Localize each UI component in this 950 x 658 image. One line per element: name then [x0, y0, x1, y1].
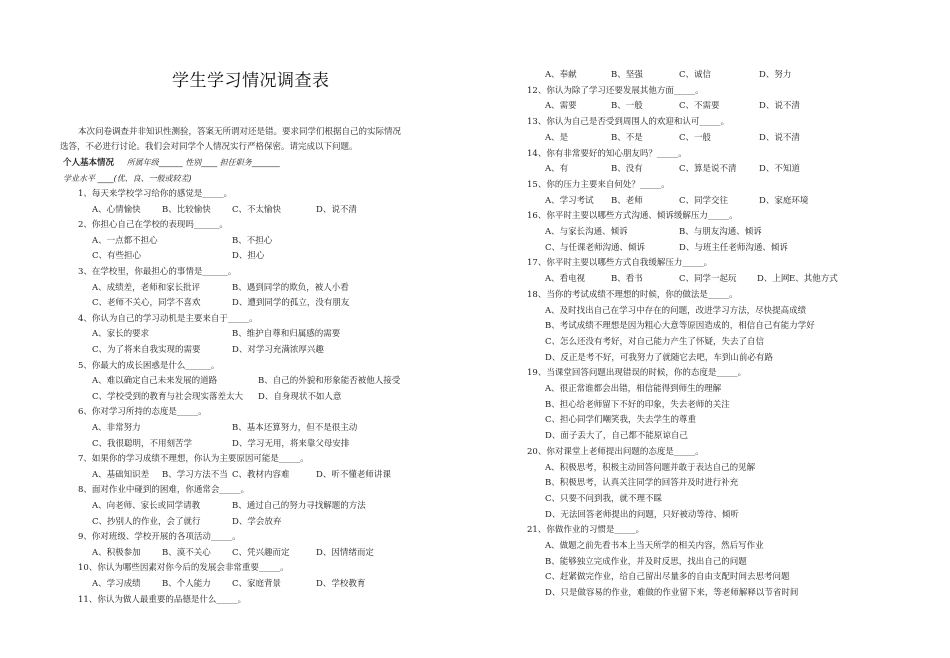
answer-option: C、怎么还没有考好，对自己能力产生了怀疑，失去了自信 [545, 336, 765, 347]
answer-option: C、与任课老师沟通、倾诉 [545, 242, 646, 253]
answer-option: D、无法回答老师提出的问题，只好被动等待、倾听 [545, 509, 739, 520]
answer-option: D、上网 [757, 274, 790, 285]
answer-option: C、老师不关心，同学不喜欢 [92, 298, 201, 309]
answer-option: B、与朋友沟通、倾诉 [679, 227, 762, 237]
answer-option: D、学校教育 [316, 579, 366, 589]
answer-option: B、比较愉快 [162, 204, 211, 215]
answer-option: B、自己的外貌和形象能否被他人接受 [258, 376, 401, 387]
intro-line-2: 选答，不必进行讨论。我们会对同学个人情况实行严格保密。请完成以下问题。 [60, 142, 358, 152]
answer-option: D、面子丢大了，自己都不能原谅自己 [545, 431, 688, 442]
answer-option: D、家庭环境 [759, 195, 809, 206]
answer-option: B、一般 [611, 101, 643, 112]
answer-option: C、凭兴趣而定 [232, 547, 290, 558]
question-text: 12、你认为除了学习还要发展其他方面_____。 [527, 85, 704, 96]
answer-option: D、学习无用，将来靠父母安排 [232, 438, 350, 449]
answer-option: D、自身现状不如人意 [258, 391, 342, 402]
answer-option: A、心情愉快 [92, 204, 141, 215]
answer-option: B、漠不关心 [162, 547, 211, 558]
answer-option: A、积极参加 [92, 547, 141, 558]
answer-option: C、只要不问到我，就不理不睬 [545, 493, 663, 504]
question-text: 18、当你的考试成绩不理想的时候，你的做法是_____。 [527, 289, 738, 300]
answer-option: E、其他方式 [789, 274, 838, 285]
answer-option: D、不知道 [759, 164, 800, 175]
answer-option: D、担心 [232, 251, 265, 262]
answer-option: B、积极思考，认真关注同学的回答并及时进行补充 [545, 478, 739, 489]
answer-option: A、很正常谁都会出错，相信能得到师生的理解 [545, 384, 722, 394]
answer-option: C、有些担心 [92, 251, 142, 262]
question-text: 19、当课堂回答问题出现错误的时候，你的态度是_____。 [527, 368, 747, 379]
answer-option: A、基础知识差 [92, 469, 150, 480]
answer-option: A、有 [545, 164, 569, 175]
answer-option: C、学校受到的教育与社会现实落差太大 [92, 391, 244, 402]
question-text: 8、面对作业中碰到的困难，你通常会_____。 [78, 485, 250, 496]
answer-option: D、说不清 [759, 101, 800, 112]
answer-option: A、需要 [545, 101, 577, 112]
answer-option: A、非常努力 [92, 423, 141, 433]
answer-option: A、家长的要求 [92, 329, 150, 340]
answer-option: D、与班主任老师沟通、倾诉 [679, 242, 788, 253]
answer-option: D、遭到同学的孤立，没有朋友 [232, 298, 350, 309]
answer-option: A、奉献 [545, 70, 577, 80]
answer-option: B、老师 [611, 195, 643, 206]
answer-option: B、没有 [611, 164, 643, 175]
answer-option: A、一点都不担心 [92, 235, 158, 246]
answer-option: D、说不清 [316, 204, 357, 215]
question-text: 4、你认为自己的学习动机是主要来自于_____。 [78, 313, 258, 324]
answer-option: B、通过自己的努力寻找解题的方法 [232, 501, 366, 511]
answer-option: B、考试成绩不理想是因为粗心大意等原因造成的，相信自己有能力学好 [545, 321, 815, 332]
answer-option: C、家庭背景 [232, 579, 282, 589]
answer-option: C、同学一起玩 [679, 274, 737, 285]
answer-option: A、向老师、家长或同学请教 [92, 501, 201, 511]
answer-option: C、同学交往 [679, 195, 729, 206]
answer-option: D、学会放弃 [232, 516, 282, 527]
answer-option: B、维护自尊和归属感的需要 [232, 329, 341, 340]
answer-option: B、遇到同学的欺负，被人小看 [232, 282, 349, 293]
question-text: 14、你有非常要好的知心朋友吗？_____。 [527, 148, 687, 159]
question-text: 15、你的压力主要来自何处？_____。 [527, 179, 670, 190]
answer-option: A、看电视 [545, 274, 586, 285]
answer-option: B、不是 [611, 132, 643, 143]
question-text: 21、你做作业的习惯是_____。 [527, 525, 645, 536]
page-title: 学生学习情况调查表 [172, 71, 330, 91]
question-text: 9、你对班级、学校开展的各项活动_____。 [78, 532, 241, 543]
answer-option: B、坚强 [611, 70, 643, 80]
answer-option: C、不太愉快 [232, 204, 282, 215]
question-text: 13、你认为自己是否受到周围人的欢迎和认可_____。 [527, 117, 730, 128]
question-text: 2、你担心自己在学校的表现吗______。 [78, 220, 228, 231]
question-text: 17、你平时主要以哪些方式自我缓解压力_____。 [527, 258, 713, 269]
answer-option: B、个人能力 [162, 579, 211, 589]
answer-option: D、努力 [759, 70, 792, 80]
answer-option: D、听不懂老师讲课 [316, 469, 391, 480]
question-text: 6、你对学习所持的态度是_____。 [78, 407, 207, 418]
question-text: 20、你对课堂上老师提出问题的态度是_____。 [527, 446, 704, 457]
answer-option: D、对学习充满浓厚兴趣 [232, 345, 324, 355]
answer-option: D、反正是考不好，可我努力了就随它去吧，车到山前必有路 [545, 352, 773, 363]
answer-option: A、积极思考，积极主动回答问题并敢于表达自己的见解 [545, 462, 756, 473]
question-text: 11、你认为做人最重要的品德是什么_____。 [78, 594, 247, 605]
answer-option: C、算是说不清 [679, 164, 737, 175]
answer-option: A、成绩差，老师和家长批评 [92, 282, 201, 293]
level-row [63, 175, 192, 184]
answer-option: A、做题之前先看书本上当天所学的相关内容，然后写作业 [545, 541, 764, 551]
personal-info-fields: 所属年级______ 性别____ 担任职务_______ [126, 158, 280, 167]
intro-line-1: 本次问卷调查并非知识性测验，答案无所谓对还是错。要求同学们根据自己的实际情况 [78, 127, 402, 137]
answer-option: B、学习方法不当 [162, 469, 228, 480]
answer-option: D、因情绪而定 [316, 547, 374, 558]
answer-option: B、看书 [611, 274, 643, 285]
answer-option: B、担心给老师留下不好的印象，失去老师的关注 [545, 399, 730, 410]
answer-option: A、学习考试 [545, 195, 594, 206]
question-text: 5、你最大的成长困惑是什么______。 [78, 360, 220, 371]
question-text: 7、如果你的学习成绩不理想，你认为主要原因可能是_____。 [78, 454, 309, 465]
answer-option: D、说不清 [759, 132, 800, 143]
answer-option: B、能够独立完成作业，并及时反思，找出自己的问题 [545, 556, 747, 567]
answer-option: A、难以确定自己未来发展的道路 [92, 376, 218, 387]
answer-option: D、只是做容易的作业，难做的作业留下来，等老师解释以节省时间 [545, 588, 799, 599]
answer-option: C、担心同学们嘲笑我，失去学生的尊重 [545, 415, 697, 426]
question-text: 10、你认为哪些因素对你今后的发展会非常重要_____。 [78, 563, 289, 574]
answer-option: A、及时找出自己在学习中存在的问题，改进学习方法，尽快提高成绩 [545, 305, 807, 316]
answer-option: C、不需要 [679, 101, 720, 112]
level-line: 学业水平 ____(优、良、一般或较差) [63, 174, 192, 183]
answer-option: A、学习成绩 [92, 579, 141, 589]
answer-option: C、一般 [679, 132, 712, 143]
answer-option: B、不担心 [232, 235, 273, 246]
personal-info-label: 个人基本情况 [63, 158, 115, 168]
answer-option: C、我很聪明，不用刻苦学 [92, 438, 193, 449]
answer-option: C、诚信 [679, 70, 712, 80]
answer-option: C、赶紧做完作业，给自己留出尽量多的自由支配时间去思考问题 [545, 572, 790, 583]
answer-option: C、抄别人的作业，会了就行 [92, 516, 201, 527]
question-text: 1、每天来学校学习给你的感觉是_____。 [78, 189, 233, 199]
question-text: 3、在学校里，你最担心的事情是______。 [78, 267, 237, 277]
personal-info-row [63, 159, 280, 168]
answer-option: A、是 [545, 132, 569, 143]
question-text: 16、你平时主要以哪些方式沟通、倾诉缓解压力_____。 [527, 211, 738, 222]
answer-option: A、与家长沟通、倾诉 [545, 227, 628, 237]
answer-option: C、为了将来自我实现的需要 [92, 345, 201, 355]
answer-option: B、基本还算努力，但不是很主动 [232, 423, 358, 433]
answer-option: C、教材内容难 [232, 469, 290, 480]
